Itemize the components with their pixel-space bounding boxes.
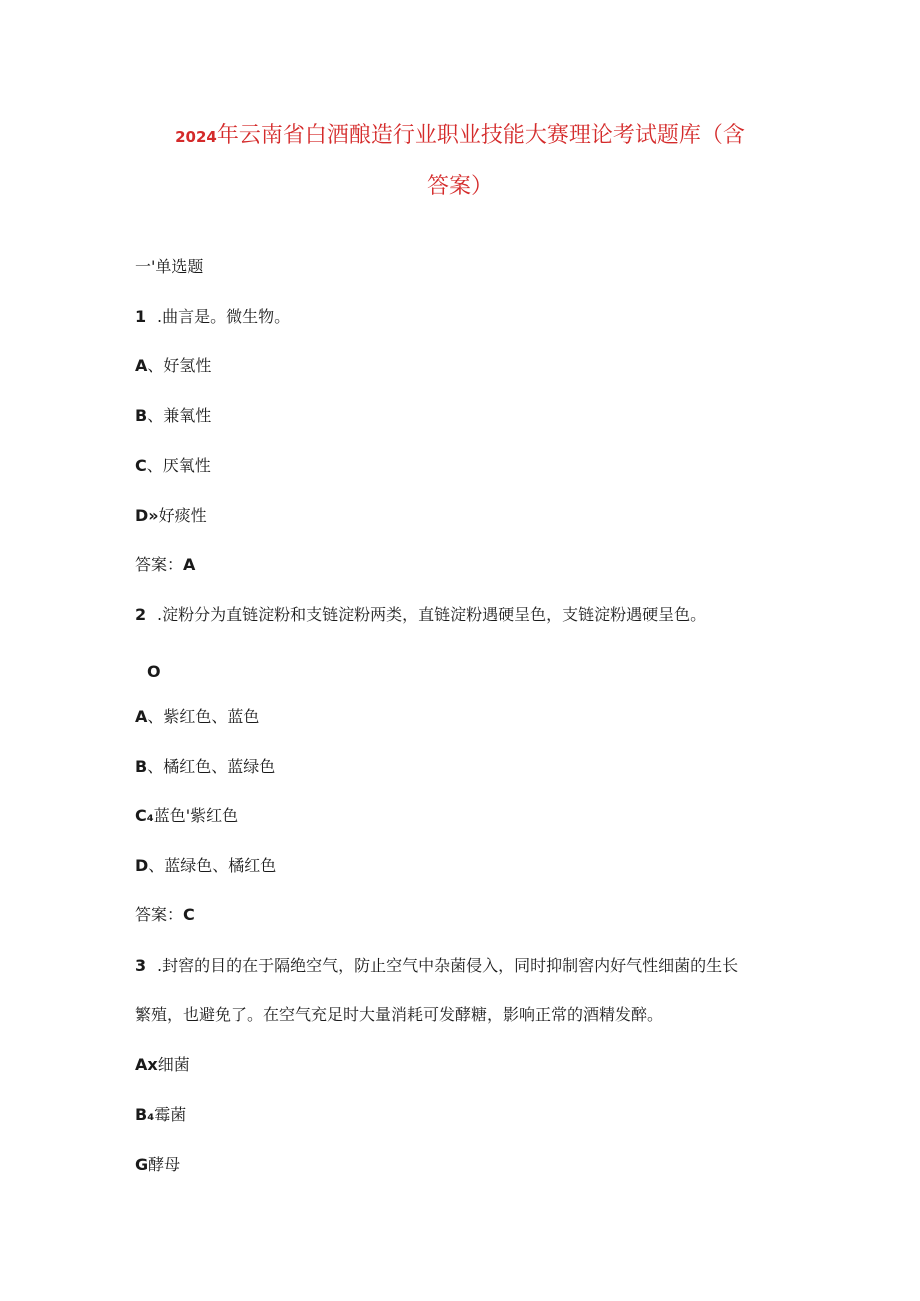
question-1 [135,309,290,325]
answer-value: A [183,555,196,574]
answer-label: 答案： [135,905,184,924]
option-text: 好氢性 [163,356,212,375]
option-separator: 、 [148,856,165,875]
title-year: 2024 [175,128,217,146]
option-c [135,458,211,474]
option-label: B₄ [135,1105,155,1124]
document-title-line-2: 答案） [426,174,493,199]
option-label: B [135,757,148,776]
option-d [135,858,276,874]
option-label: B [135,406,148,425]
option-c [135,1157,180,1173]
option-label: G [135,1155,149,1174]
title-text: 年云南省白酒酿造行业职业技能大赛理论考试题库（含 [216,123,745,148]
option-text: 橘红色、蓝绿色 [163,757,276,776]
option-label: Ax [135,1055,158,1074]
option-text: 兼氧性 [163,406,212,425]
section-heading: 一'单选题 [135,257,204,276]
option-b [135,1107,186,1123]
answer-value: C [183,905,195,924]
answer-label: 答案： [135,555,184,574]
option-a [135,1057,190,1073]
option-text: 细菌 [157,1055,190,1074]
document-title-line-1 [0,125,920,147]
option-label: D [135,856,149,875]
option-label: D» [135,506,159,525]
question-continuation: 繁殖，也避免了。在空气充足时大量消耗可发酵糖，影响正常的酒精发醉。 [135,1005,664,1024]
question-continuation: O [147,662,161,681]
question-number: 1 [135,307,147,326]
option-b [135,759,275,775]
option-text: 好痰性 [158,506,207,525]
option-text: 酵母 [148,1155,181,1174]
option-separator: 、 [147,356,164,375]
option-separator: 、 [147,406,164,425]
option-separator: 、 [147,757,164,776]
option-label: C [135,456,147,475]
answer-1 [135,557,195,573]
option-c [135,808,238,824]
question-text: .淀粉分为直链淀粉和支链淀粉两类，直链淀粉遇硬呈色，支链淀粉遇硬呈色。 [157,605,707,624]
option-label: A [135,356,148,375]
answer-2 [135,907,195,923]
question-text: .曲言是。微生物。 [157,307,291,326]
option-a [135,358,211,374]
question-text: .封窖的目的在于隔绝空气，防止空气中杂菌侵入，同时抑制窖内好气性细菌的生长 [157,956,739,975]
option-text: 蓝色'紫红色 [153,806,239,825]
option-d [135,508,207,524]
option-label: C₄ [135,806,154,825]
question-number: 2 [135,605,147,624]
option-separator: 、 [146,456,163,475]
option-b [135,408,211,424]
question-3 [135,958,738,974]
question-2 [135,607,706,623]
option-text: 厌氧性 [162,456,211,475]
option-text: 霉菌 [154,1105,187,1124]
option-label: A [135,707,148,726]
option-a [135,709,259,725]
question-number: 3 [135,956,147,975]
option-text: 紫红色、蓝色 [163,707,260,726]
option-separator: 、 [147,707,164,726]
option-text: 蓝绿色、橘红色 [164,856,277,875]
